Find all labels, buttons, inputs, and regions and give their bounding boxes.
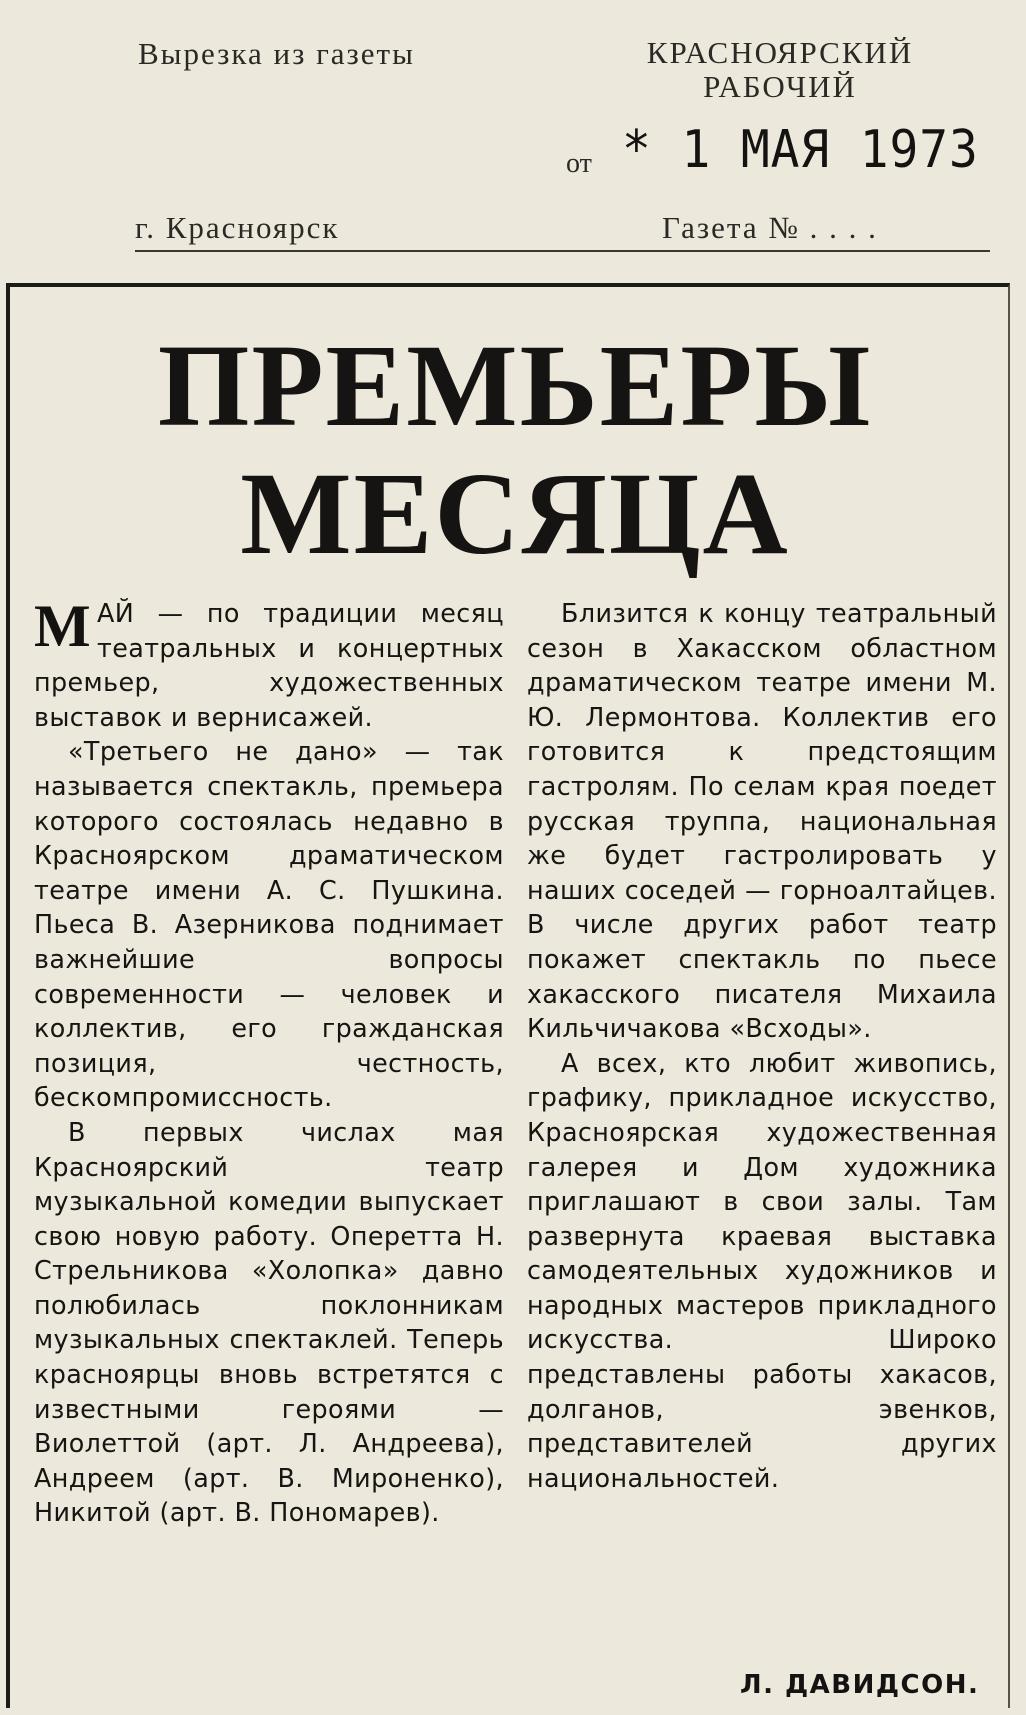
article-headline xyxy=(40,322,990,578)
article-paragraph xyxy=(34,593,504,734)
article-paragraph: «Третьего не дано» — так называется спектакль, премьера которого состоялась недавно в Красноярском драматическом театре имени А. С. Пушкина. Пьеса В. Азерникова поднимает важнейшие вопросы современности — человек и коллектив, его гражданская позиция, честность, бескомпромиссность. xyxy=(34,736,504,1113)
paragraph-text: — по традиции месяц театральных и концертных премьер, художественных выставок и вернисажей. xyxy=(34,598,504,732)
article-paragraph: А всех, кто любит живопись, графику, прикладное искусство, Красноярская художественная галерея и Дом художника приглашают в свои залы. Там развернута краевая выставка самодеятельных художников и народных мастеров прикладного искусства. Широко представлены работы хакасов, долганов, эвенков, представителей других национальностей. xyxy=(527,1047,997,1493)
newspaper-name-line1: КРАСНОЯРСКИЙ xyxy=(646,35,914,70)
issue-label: Газета № . . . . xyxy=(662,210,878,245)
newspaper-name-line2: РАБОЧИЙ xyxy=(703,69,857,104)
header-divider xyxy=(135,250,990,252)
lead-caps: АЙ xyxy=(97,598,135,628)
headline-line2: МЕСЯЦА xyxy=(240,448,790,579)
drop-cap: М xyxy=(34,593,92,659)
author-signature: Л. ДАВИДСОН. xyxy=(740,1670,980,1700)
clipping-label: Вырезка из газеты xyxy=(138,36,415,71)
article-column-right xyxy=(527,596,997,1495)
city-label: г. Красноярск xyxy=(135,210,340,245)
article-paragraph: Близится к концу театральный сезон в Хакасском областном драматическом театре имени М. Ю. Лермонтова. Коллектив его готовится к предстоящим гастролям. По селам края поедет русская труппа, национальная же будет гастролировать у наших соседей — горноалтайцев. В числе других работ театр покажет спектакль по пьесе хакасского писателя Михаила Кильчичакова «Всходы». xyxy=(527,598,997,1044)
date-prefix: от xyxy=(566,148,592,179)
date-stamp: * 1 МАЯ 1973 xyxy=(622,120,979,180)
article-paragraph: В первых числах мая Красноярский театр музыкальной комедии выпускает свою новую работу. Оперетта Н. Стрельникова «Холопка» давно полюбилась поклонникам музыкальных спектаклей. Теперь красноярцы вновь встретятся с известными героями — Виолеттой (арт. Л. Андреева), Андреем (арт. В. Мироненко), Никитой (арт. В. Пономарев). xyxy=(34,1116,504,1528)
newspaper-name xyxy=(600,36,960,104)
article-column-left xyxy=(34,593,504,1530)
headline-line1: ПРЕМЬЕРЫ xyxy=(157,320,873,451)
